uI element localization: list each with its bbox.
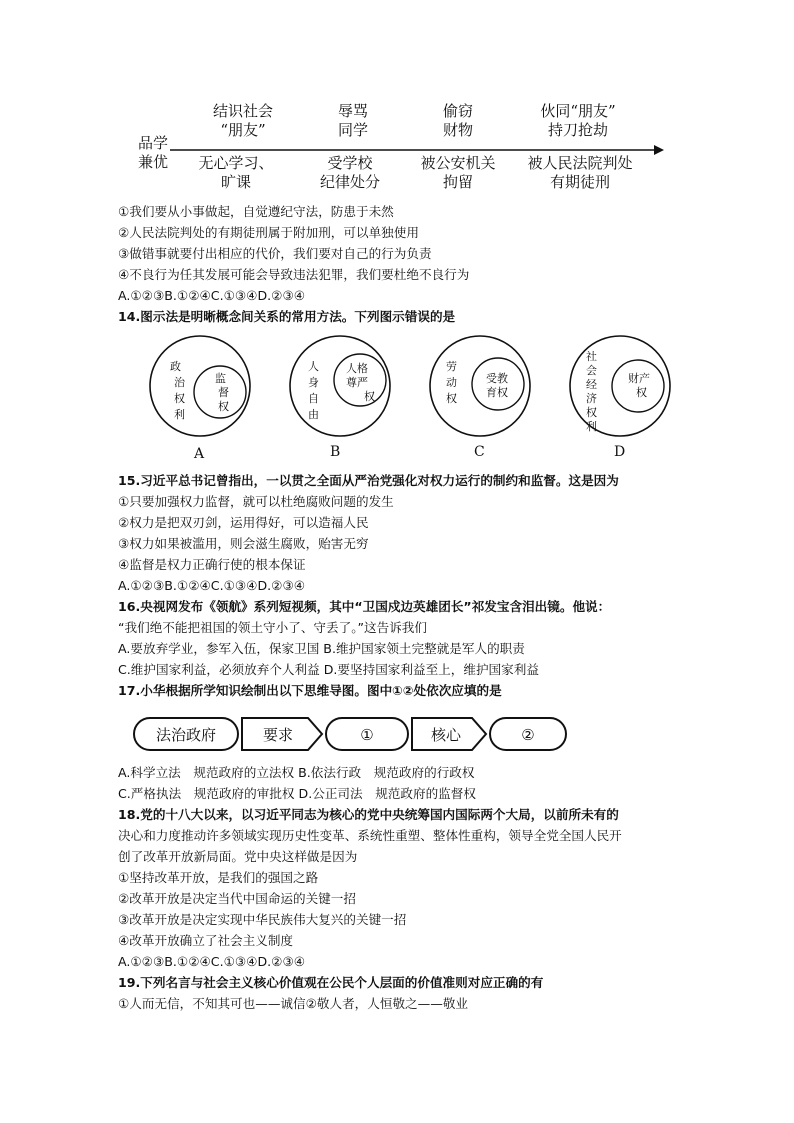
venn-a — [138, 330, 268, 460]
mindmap-node-3: ① — [360, 726, 374, 744]
venn-b-label: B — [330, 444, 341, 460]
venn-d-label: D — [614, 444, 626, 460]
timeline-bottom-1: 无心学习、 旷课 — [198, 154, 274, 191]
venn-a-outer-2: 治 — [174, 376, 185, 389]
q18-stem-3: 创了改革开放新局面。党中央这样做是因为 — [118, 849, 358, 864]
q17-choices-2: C.严格执法 规范政府的审批权 D.公正司法 规范政府的监督权 — [118, 786, 476, 801]
venn-d-inner-2: 权 — [636, 386, 647, 399]
venn-a-inner-2: 督 — [218, 386, 229, 399]
timeline-top-4: 伙同“朋友” 持刀抢劫 — [540, 102, 616, 139]
timeline-bottom-4: 被人民法院判处 有期徒刑 — [527, 154, 633, 191]
q16-choices-2: C.维护国家利益，必须放弃个人利益 D.要坚持国家利益至上，维护国家利益 — [118, 662, 539, 677]
q15-option-2: ②权力是把双刃剑，运用得好，可以造福人民 — [118, 515, 369, 530]
venn-b-inner-1: 人格 — [346, 362, 368, 375]
venn-c-label: C — [474, 444, 485, 460]
venn-c-outer-2: 动 — [446, 376, 457, 389]
venn-d-inner-1: 财产 — [628, 372, 650, 385]
q18-option-4: ④改革开放确立了社会主义制度 — [118, 933, 294, 948]
venn-a-outer-4: 利 — [174, 408, 185, 421]
venn-b-outer-3: 自 — [308, 392, 319, 405]
q15-option-3: ③权力如果被滥用，则会滋生腐败，贻害无穷 — [118, 536, 369, 551]
timeline-top-2: 辱骂 同学 — [337, 102, 368, 139]
venn-d-outer-3: 经 — [586, 378, 597, 391]
q16-stem-2: “我们绝不能把祖国的领土守小了、守丢了。”这告诉我们 — [118, 620, 427, 635]
timeline-top-1: 结识社会 “朋友” — [212, 102, 273, 139]
q18-stem-1: 18.党的十八大以来，以习近平同志为核心的党中央统筹国内国际两个大局，以前所未有的 — [118, 807, 619, 822]
q14-stem: 14.图示法是明晰概念间关系的常用方法。下列图示错误的是 — [118, 309, 456, 324]
venn-b — [278, 330, 408, 460]
venn-c — [418, 330, 548, 460]
q18-option-1: ①坚持改革开放，是我们的强国之路 — [118, 870, 319, 885]
venn-a-inner-3: 权 — [218, 400, 229, 413]
q16-stem-1: 16.央视网发布《领航》系列短视频，其中“卫国戍边英雄团长”祁发宝含泪出镜。他说： — [118, 599, 611, 614]
q17-stem: 17.小华根据所学知识绘制出以下思维导图。图中①②处依次应填的是 — [118, 683, 502, 698]
q18-option-2: ②改革开放是决定当代中国命运的关键一招 — [118, 891, 356, 906]
mindmap-node-4: 核心 — [430, 726, 462, 744]
venn-c-inner-1: 受教 — [486, 372, 508, 385]
venn-b-outer-1: 人 — [308, 360, 319, 373]
mindmap-svg — [130, 712, 570, 758]
timeline-figure — [118, 92, 678, 200]
venn-b-outer-4: 由 — [308, 408, 319, 421]
q13-option-2: ②人民法院判处的有期徒刑属于附加刑，可以单独使用 — [118, 225, 419, 240]
q13-option-3: ③做错事就要付出相应的代价，我们要对自己的行为负责 — [118, 246, 432, 261]
q19-options: ①人而无信，不知其可也——诚信②敬人者，人恒敬之——敬业 — [118, 996, 469, 1011]
timeline-start-label: 品学 兼优 — [138, 134, 169, 171]
q15-stem: 15.习近平总书记曾指出，一以贯之全面从严治党强化对权力运行的制约和监督。这是因为 — [118, 473, 619, 488]
q17-choices-1: A.科学立法 规范政府的立法权 B.依法行政 规范政府的行政权 — [118, 765, 475, 780]
q18-stem-2: 决心和力度推动许多领域实现历史性变革、系统性重塑、整体性重构，领导全党全国人民开 — [118, 828, 622, 843]
mindmap-node-2: 要求 — [262, 726, 294, 744]
venn-diagrams — [118, 330, 678, 460]
mindmap-node-5: ② — [521, 726, 535, 744]
timeline-top-3: 偷窃 财物 — [442, 102, 473, 139]
venn-d-outer-1: 社 — [586, 350, 597, 363]
venn-a-inner-1: 监 — [215, 372, 226, 385]
q16-choices-1: A.要放弃学业，参军入伍，保家卫国 B.维护国家领土完整就是军人的职责 — [118, 641, 525, 656]
venn-d-outer-4: 济 — [586, 392, 597, 405]
venn-c-inner-2: 育权 — [486, 386, 508, 399]
venn-a-outer-1: 政 — [170, 360, 181, 373]
venn-a-label: A — [194, 446, 205, 460]
venn-b-inner-3: 权 — [364, 390, 375, 403]
venn-d-outer-6: 利 — [586, 420, 597, 433]
q13-choices: A.①②③B.①②④C.①③④D.②③④ — [118, 288, 306, 303]
q18-choices: A.①②③B.①②④C.①③④D.②③④ — [118, 954, 306, 969]
venn-c-outer-3: 权 — [446, 392, 457, 405]
venn-d-outer-5: 权 — [586, 406, 597, 419]
q13-option-4: ④不良行为任其发展可能会导致违法犯罪，我们要杜绝不良行为 — [118, 267, 470, 282]
q19-stem: 19.下列名言与社会主义核心价值观在公民个人层面的价值准则对应正确的有 — [118, 975, 544, 990]
q18-option-3: ③改革开放是决定实现中华民族伟大复兴的关键一招 — [118, 912, 407, 927]
venn-b-outer-2: 身 — [308, 376, 319, 389]
venn-b-inner-2: 尊严 — [346, 376, 368, 389]
venn-d-outer-2: 会 — [586, 364, 597, 377]
timeline-bottom-2: 受学校 纪律处分 — [319, 154, 380, 191]
q15-option-1: ①只要加强权力监督，就可以杜绝腐败问题的发生 — [118, 494, 394, 509]
timeline-bottom-3: 被公安机关 拘留 — [420, 154, 496, 191]
venn-d — [558, 330, 688, 460]
mindmap-figure — [130, 712, 570, 758]
q15-option-4: ④监督是权力正确行使的根本保证 — [118, 557, 306, 572]
mindmap-node-1: 法治政府 — [155, 726, 217, 744]
q13-option-1: ①我们要从小事做起，自觉遵纪守法，防患于未然 — [118, 204, 394, 219]
venn-a-outer-3: 权 — [174, 392, 185, 405]
venn-c-outer-1: 劳 — [446, 360, 457, 373]
q15-choices: A.①②③B.①②④C.①③④D.②③④ — [118, 578, 306, 593]
